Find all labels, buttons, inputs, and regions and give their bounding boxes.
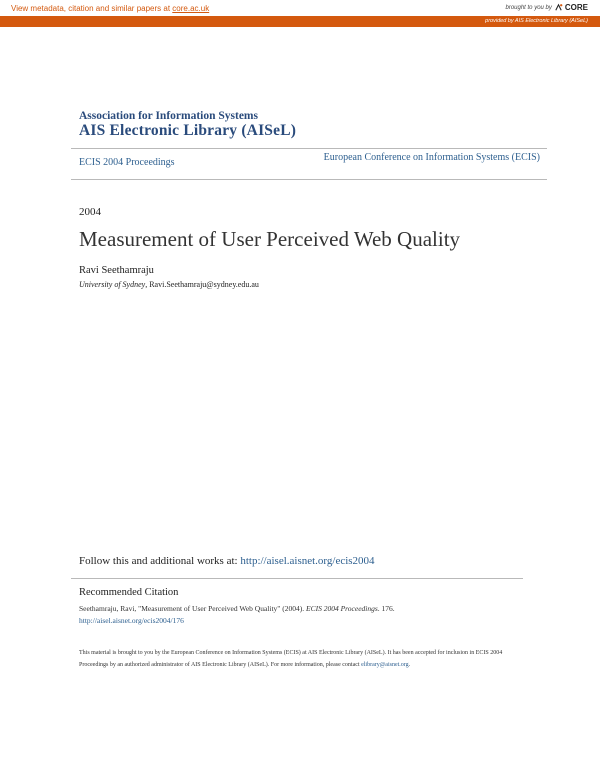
author-email: Ravi.Seethamraju@sydney.edu.au — [149, 280, 259, 289]
core-link-prefix: View metadata, citation and similar papers at — [11, 4, 173, 13]
provided-by-bar — [0, 16, 600, 27]
core-metadata-text — [11, 4, 209, 13]
citation-link[interactable]: http://aisel.aisnet.org/ecis2004/176 — [79, 616, 184, 625]
citation-prefix: Seethamraju, Ravi, "Measurement of User Perceived Web Quality" (2004). — [79, 604, 306, 613]
citation-suffix: . 176. — [377, 604, 395, 613]
proceedings-link[interactable]: ECIS 2004 Proceedings — [79, 157, 175, 168]
citation-text — [79, 603, 519, 627]
header-divider-top — [71, 148, 547, 149]
library-name[interactable]: AIS Electronic Library (AISeL) — [79, 122, 297, 139]
header-divider-bottom — [71, 179, 547, 180]
access-statement — [79, 648, 519, 671]
core-logo-icon — [554, 3, 563, 12]
core-banner — [0, 0, 600, 16]
conference-link[interactable]: European Conference on Information Systems (ECIS) — [323, 152, 540, 163]
brought-by-core[interactable] — [506, 3, 589, 12]
core-ac-uk-link[interactable]: core.ac.uk — [172, 4, 210, 13]
citation-divider — [71, 578, 523, 579]
follow-text: Follow this and additional works at: — [79, 555, 241, 567]
association-name[interactable]: Association for Information Systems — [79, 110, 258, 122]
statement-end: . — [408, 661, 411, 668]
author-affiliation: University of Sydney, Ravi.Seethamraju@sydney.edu.au — [79, 280, 259, 289]
recommended-citation-heading: Recommended Citation — [79, 587, 179, 598]
contact-email-link[interactable]: elibrary@aisnet.org — [361, 661, 409, 668]
affiliation-university: University of Sydney — [79, 280, 146, 289]
author-name: Ravi Seethamraju — [79, 265, 154, 276]
follow-line — [79, 555, 375, 567]
citation-proceedings: ECIS 2004 Proceedings — [305, 604, 378, 613]
statement-text: This material is brought to you by the European Conference on Information Systems (ECIS) at AIS Electronic Library (AISeL). It has been accepted for inclusion in ECIS 2004 Proceedings by an authorized administrator of AIS Electronic Library (AISeL). For more information, please contact — [79, 650, 503, 668]
brought-by-text: brought to you by — [505, 4, 552, 11]
paper-title: Measurement of User Perceived Web Quality — [79, 227, 461, 251]
provided-by-text[interactable]: provided by AIS Electronic Library (AISeL) — [485, 18, 588, 24]
core-logo-text: CORE — [564, 3, 588, 12]
publication-year: 2004 — [79, 206, 101, 218]
follow-link[interactable]: http://aisel.aisnet.org/ecis2004 — [240, 555, 375, 567]
